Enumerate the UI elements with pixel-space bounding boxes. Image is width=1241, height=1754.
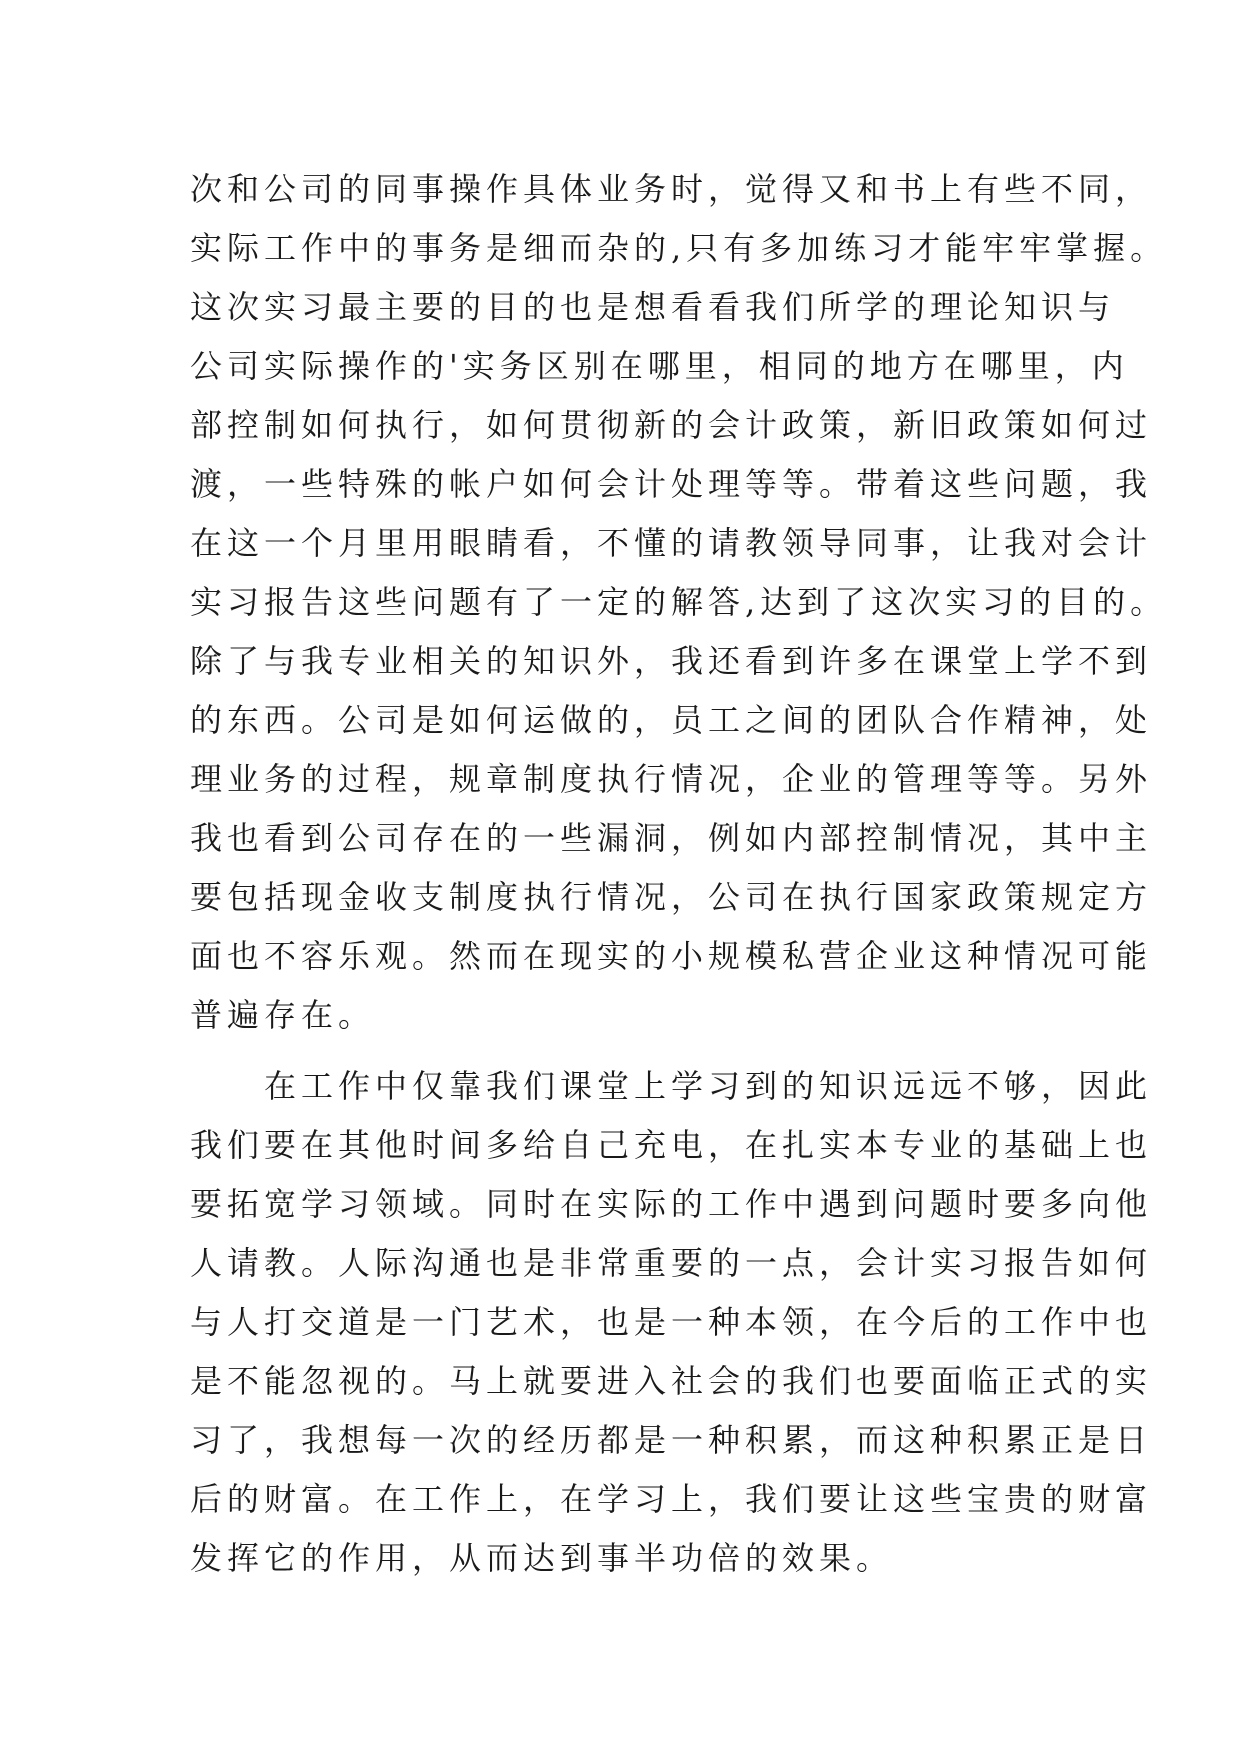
text-line: 渡，一些特殊的帐户如何会计处理等等。带着这些问题，我 [190,465,1153,503]
document-body [190,160,1168,1588]
text-line: 是不能忽视的。马上就要进入社会的我们也要面临正式的实 [190,1362,1153,1400]
text-line: 这次实习最主要的目的也是想看看我们所学的理论知识与 [190,288,1116,326]
text-line: 人请教。人际沟通也是非常重要的一点，会计实习报告如何 [190,1244,1153,1282]
text-line: 部控制如何执行，如何贯彻新的会计政策，新旧政策如何过 [190,406,1153,444]
text-line: 习了，我想每一次的经历都是一种积累，而这种积累正是日 [190,1421,1153,1459]
text-line: 公司实际操作的'实务区别在哪里，相同的地方在哪里，内 [190,347,1129,385]
text-line: 在工作中仅靠我们课堂上学习到的知识远远不够，因此 [190,1067,1153,1105]
text-line: 与人打交道是一门艺术，也是一种本领，在今后的工作中也 [190,1303,1153,1341]
text-line: 要包括现金收支制度执行情况，公司在执行国家政策规定方 [190,878,1153,916]
text-line: 我也看到公司存在的一些漏洞，例如内部控制情况，其中主 [190,819,1153,857]
text-line: 理业务的过程，规章制度执行情况，企业的管理等等。另外 [190,760,1153,798]
text-line: 后的财富。在工作上，在学习上，我们要让这些宝贵的财富 [190,1480,1153,1518]
text-line: 实际工作中的事务是细而杂的,只有多加练习才能牢牢掌握。 [190,229,1168,267]
text-line: 发挥它的作用，从而达到事半功倍的效果。 [190,1539,894,1577]
paragraph-2 [190,1057,1153,1588]
text-line: 面也不容乐观。然而在现实的小规模私营企业这种情况可能 [190,937,1153,975]
paragraph-spacer [190,1045,1090,1057]
text-line: 普遍存在。 [190,996,376,1034]
text-line: 实习报告这些问题有了一定的解答,达到了这次实习的目的。 [190,583,1168,621]
text-line: 的东西。公司是如何运做的，员工之间的团队合作精神，处 [190,701,1153,739]
text-line: 除了与我专业相关的知识外，我还看到许多在课堂上学不到 [190,642,1153,680]
text-line: 在这一个月里用眼睛看，不懂的请教领导同事，让我对会计 [190,524,1153,562]
text-line: 次和公司的同事操作具体业务时，觉得又和书上有些不同， [190,170,1153,208]
text-line: 我们要在其他时间多给自己充电，在扎实本专业的基础上也 [190,1126,1153,1164]
text-line: 要拓宽学习领域。同时在实际的工作中遇到问题时要多向他 [190,1185,1153,1223]
paragraph-1 [190,160,1168,1045]
